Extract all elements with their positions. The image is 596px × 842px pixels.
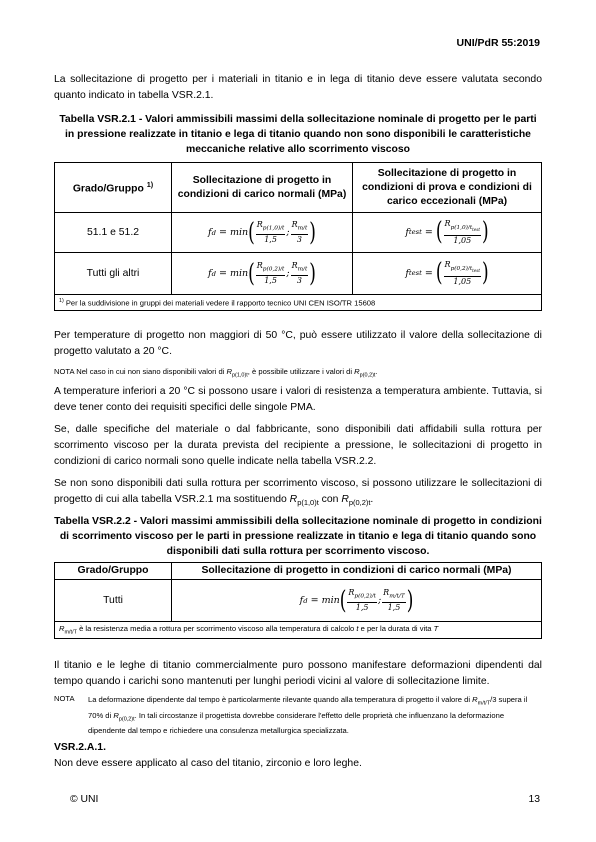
section-text: Non deve essere applicato al caso del titanio, zirconio e loro leghe. bbox=[54, 758, 362, 769]
col-grade-header: Grado/Gruppo bbox=[55, 563, 172, 580]
paragraph-low-temp: A temperature inferiori a 20 °C si possono usare i valori di resistenza a temperatura ambiente. Tuttavia, si deve tener conto dei requisiti specifici delle singole PMA. bbox=[54, 386, 542, 413]
formula-normal: f d = min ( $R_{p(0,2)/t}$ 1,5 ; $R_{m/t}$ 3 ) bbox=[172, 253, 353, 295]
col-normal-header: Sollecitazione di progetto in condizioni di carico normali (MPa) bbox=[172, 163, 353, 213]
table-row bbox=[55, 580, 542, 622]
document-code: UNI/PdR 55:2019 bbox=[456, 37, 540, 49]
formula-exceptional: f test = ( $R_{p(1,0)/t_{test}}$ 1,05 ) bbox=[353, 213, 542, 253]
table2-footnote: $R_{m/t/T}$ è la resistenza media a rottura per scorrimento viscoso alla temperatura di calcolo t e per la durata di vita T bbox=[55, 622, 542, 639]
col-normal-header: Sollecitazione di progetto in condizioni di carico normali (MPa) bbox=[172, 563, 542, 580]
paragraph-no-creep-data: Se non sono disponibili dati sulla rottura per scorrimento viscoso, si possono utilizzare le sollecitazioni di progetto di cui alla tabella VSR.2.1 ma sostituendo $R_{p(1,0)t}$ con $R_{p(0,2)t}$. bbox=[54, 478, 542, 508]
table-row bbox=[55, 253, 542, 295]
col-exceptional-header: Sollecitazione di progetto in condizioni di prova e condizioni di carico eccezionali (MPa) bbox=[353, 163, 542, 213]
grade-cell: 51.1 e 51.2 bbox=[55, 213, 172, 253]
nota-2-label: NOTA bbox=[54, 694, 75, 703]
footer-copyright: © UNI bbox=[70, 794, 99, 805]
table1-caption: Tabella VSR.2.1 - Valori ammissibili massimi della sollecitazione nominale di progetto per le parti in pressione realizzate in titanio e lega di titanio quando non sono disponibili le caratteristiche meccaniche relative allo scorrimento viscoso bbox=[59, 114, 537, 155]
intro-paragraph: La sollecitazione di progetto per i materiali in titanio e in lega di titanio deve essere valutata secondo quanto indicato in tabella VSR.2.1. bbox=[54, 74, 542, 101]
page-number: 13 bbox=[528, 794, 540, 805]
formula-creep: f d = min ( $R_{p(0,2)/t}$ 1,5 ; $R_{m/t/T}$ 1,5 ) bbox=[172, 580, 542, 622]
grade-cell: Tutti bbox=[55, 580, 172, 622]
formula-normal: f d = min ( $R_{p(1,0)/t}$ 1,5 ; $R_{m/t}$ 3 ) bbox=[172, 213, 353, 253]
table2-caption: Tabella VSR.2.2 - Valori massimi ammissibili della sollecitazione nominale di progetto in condizioni di scorrimento viscoso per le parti in pressione realizzate in titanio e lega di titanio quando sono disponibili dati sulla rottura per scorrimento viscoso. bbox=[54, 516, 542, 557]
nota-1: NOTA Nel caso in cui non siano disponibili valori di $R_{p(1,0)t}$, è possibile utilizzare i valori di $R_{p(0,2)t}$. bbox=[54, 367, 378, 379]
grade-cell: Tutti gli altri bbox=[55, 253, 172, 295]
table1-footnote: $^{1)}$ Per la suddivisione in gruppi dei materiali vedere il rapporto tecnico UNI CEN ISO/TR 15608 bbox=[55, 295, 542, 311]
table-row bbox=[55, 213, 542, 253]
paragraph-temperature: Per temperature di progetto non maggiori di 50 °C, può essere utilizzato il valore della sollecitazione di progetto valutato a 20 °C. bbox=[54, 330, 542, 357]
col-grade-header: Grado/Gruppo $^{1)}$ bbox=[55, 163, 172, 213]
formula-exceptional: f test = ( $R_{p(0,2)/t_{test}}$ 1,05 ) bbox=[353, 253, 542, 295]
nota-2-text: La deformazione dipendente dal tempo è particolarmente rilevante quando alla temperatura di progetto il valore di $R_{m/t/T}/3$ supera il 70% di $R_{p(0,2)t}$. In tali circostanze il progettista dovrebbe considerare l'effetto delle proprietà che influenzano la deformazione dipendente dal tempo e richiedere una consulenza metallurgica specializzata. bbox=[88, 695, 528, 736]
section-title: VSR.2.A.1. bbox=[54, 742, 106, 753]
table-vsr-2-1 bbox=[54, 162, 542, 311]
table-vsr-2-2 bbox=[54, 562, 542, 639]
paragraph-creep-data: Se, dalle specifiche del materiale o dal fabbricante, sono disponibili dati affidabili sulla rottura per scorrimento viscoso per la durata prevista del recipiente a pressione, le sollecitazioni di progetto in condizioni di carico normali sono quelle indicate nella tabella VSR.2.2. bbox=[54, 424, 542, 467]
paragraph-titanium-deformation: Il titanio e le leghe di titanio commercialmente puro possono manifestare deformazioni dipendenti dal tempo quando i carichi sono mantenuti per lunghi periodi vicini al valore di sollecitazione limite. bbox=[54, 660, 542, 687]
